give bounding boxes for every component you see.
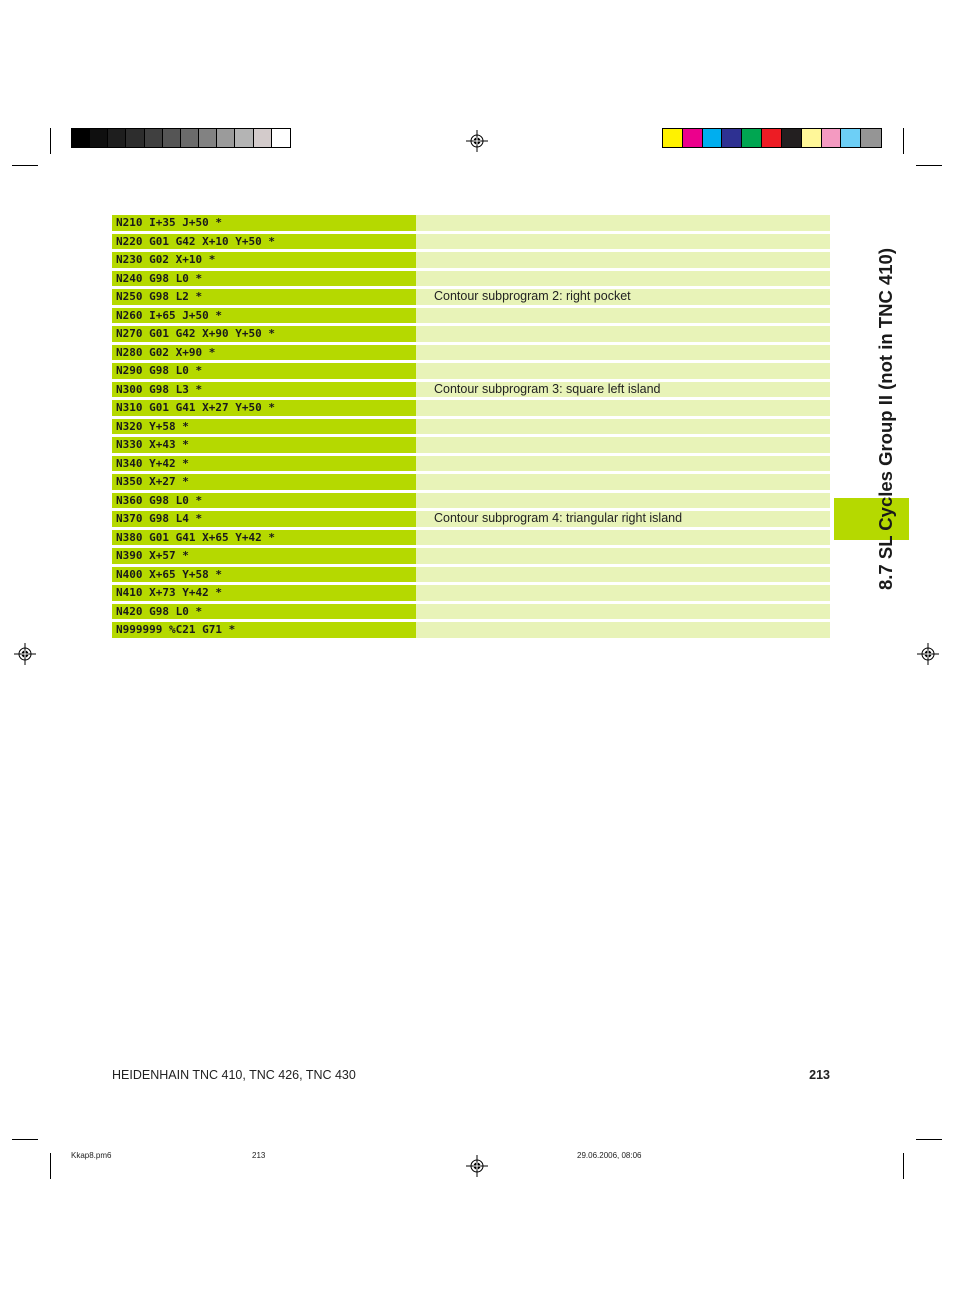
color-swatch	[199, 129, 217, 147]
code-comment	[416, 474, 830, 490]
code-line: N280 G02 X+90 *	[112, 345, 416, 361]
code-comment	[416, 215, 830, 231]
code-line: N260 I+65 J+50 *	[112, 308, 416, 324]
slug-file: Kkap8.pm6	[71, 1151, 112, 1160]
registration-mark-icon	[14, 643, 36, 665]
code-comment	[416, 437, 830, 453]
color-swatch	[126, 129, 144, 147]
registration-mark-icon	[466, 1155, 488, 1177]
code-comment	[416, 604, 830, 620]
color-swatch	[683, 129, 703, 147]
code-row	[112, 437, 830, 453]
color-swatch	[272, 129, 290, 147]
code-row	[112, 215, 830, 231]
code-line: N230 G02 X+10 *	[112, 252, 416, 268]
code-comment	[416, 308, 830, 324]
code-row	[112, 456, 830, 472]
code-comment	[416, 456, 830, 472]
code-row	[112, 234, 830, 250]
code-row	[112, 493, 830, 509]
crop-mark	[916, 165, 942, 166]
cmyk-color-bar	[662, 128, 882, 148]
code-line: N410 X+73 Y+42 *	[112, 585, 416, 601]
code-line: N350 X+27 *	[112, 474, 416, 490]
code-comment	[416, 234, 830, 250]
color-swatch	[663, 129, 683, 147]
code-line: N360 G98 L0 *	[112, 493, 416, 509]
code-line: N400 X+65 Y+58 *	[112, 567, 416, 583]
code-row	[112, 308, 830, 324]
code-row	[112, 548, 830, 564]
code-comment	[416, 567, 830, 583]
code-line: N250 G98 L2 *	[112, 289, 416, 305]
code-line: N380 G01 G41 X+65 Y+42 *	[112, 530, 416, 546]
crop-mark	[916, 1139, 942, 1140]
code-comment	[416, 585, 830, 601]
code-row	[112, 622, 830, 638]
code-row	[112, 326, 830, 342]
code-comment	[416, 252, 830, 268]
slug-page: 213	[252, 1151, 266, 1160]
code-line: N240 G98 L0 *	[112, 271, 416, 287]
code-row	[112, 530, 830, 546]
color-swatch	[703, 129, 723, 147]
code-line: N290 G98 L0 *	[112, 363, 416, 379]
code-comment	[416, 530, 830, 546]
code-row	[112, 271, 830, 287]
nc-program-listing	[112, 215, 830, 641]
code-row	[112, 567, 830, 583]
code-comment	[416, 419, 830, 435]
code-comment: Contour subprogram 4: triangular right island	[416, 511, 830, 527]
crop-mark	[903, 1153, 904, 1179]
color-swatch	[722, 129, 742, 147]
code-row	[112, 604, 830, 620]
code-comment	[416, 271, 830, 287]
code-row	[112, 400, 830, 416]
code-comment: Contour subprogram 2: right pocket	[416, 289, 830, 305]
slug-datetime: 29.06.2006, 08:06	[577, 1151, 642, 1160]
code-line: N370 G98 L4 *	[112, 511, 416, 527]
code-row	[112, 474, 830, 490]
color-swatch	[235, 129, 253, 147]
section-title-vertical	[850, 215, 896, 590]
color-swatch	[861, 129, 881, 147]
crop-mark	[12, 1139, 38, 1140]
color-swatch	[90, 129, 108, 147]
color-swatch	[782, 129, 802, 147]
code-row	[112, 382, 830, 398]
color-swatch	[72, 129, 90, 147]
code-row	[112, 363, 830, 379]
crop-mark	[50, 128, 51, 154]
code-line: N330 X+43 *	[112, 437, 416, 453]
crop-mark	[50, 1153, 51, 1179]
code-comment	[416, 622, 830, 638]
color-swatch	[254, 129, 272, 147]
code-row	[112, 345, 830, 361]
registration-mark-icon	[466, 130, 488, 152]
code-comment	[416, 345, 830, 361]
code-line: N390 X+57 *	[112, 548, 416, 564]
color-swatch	[108, 129, 126, 147]
color-swatch	[841, 129, 861, 147]
color-swatch	[822, 129, 842, 147]
code-comment	[416, 400, 830, 416]
code-row	[112, 289, 830, 305]
code-line: N340 Y+42 *	[112, 456, 416, 472]
code-comment	[416, 326, 830, 342]
code-row	[112, 252, 830, 268]
color-swatch	[742, 129, 762, 147]
code-line: N999999 %C21 G71 *	[112, 622, 416, 638]
color-swatch	[762, 129, 782, 147]
crop-mark	[12, 165, 38, 166]
color-swatch	[145, 129, 163, 147]
code-line: N420 G98 L0 *	[112, 604, 416, 620]
code-comment	[416, 363, 830, 379]
color-swatch	[217, 129, 235, 147]
code-row	[112, 585, 830, 601]
code-line: N220 G01 G42 X+10 Y+50 *	[112, 234, 416, 250]
code-line: N320 Y+58 *	[112, 419, 416, 435]
code-comment: Contour subprogram 3: square left island	[416, 382, 830, 398]
code-comment	[416, 493, 830, 509]
section-title: 8.7 SL Cycles Group II (not in TNC 410)	[875, 248, 896, 590]
color-swatch	[802, 129, 822, 147]
crop-mark	[903, 128, 904, 154]
color-swatch	[163, 129, 181, 147]
code-line: N210 I+35 J+50 *	[112, 215, 416, 231]
manual-title: HEIDENHAIN TNC 410, TNC 426, TNC 430	[112, 1068, 356, 1082]
code-line: N270 G01 G42 X+90 Y+50 *	[112, 326, 416, 342]
code-comment	[416, 548, 830, 564]
code-line: N310 G01 G41 X+27 Y+50 *	[112, 400, 416, 416]
registration-mark-icon	[917, 643, 939, 665]
page-number: 213	[809, 1068, 830, 1082]
color-swatch	[181, 129, 199, 147]
code-row	[112, 511, 830, 527]
grayscale-color-bar	[71, 128, 291, 148]
code-line: N300 G98 L3 *	[112, 382, 416, 398]
code-row	[112, 419, 830, 435]
